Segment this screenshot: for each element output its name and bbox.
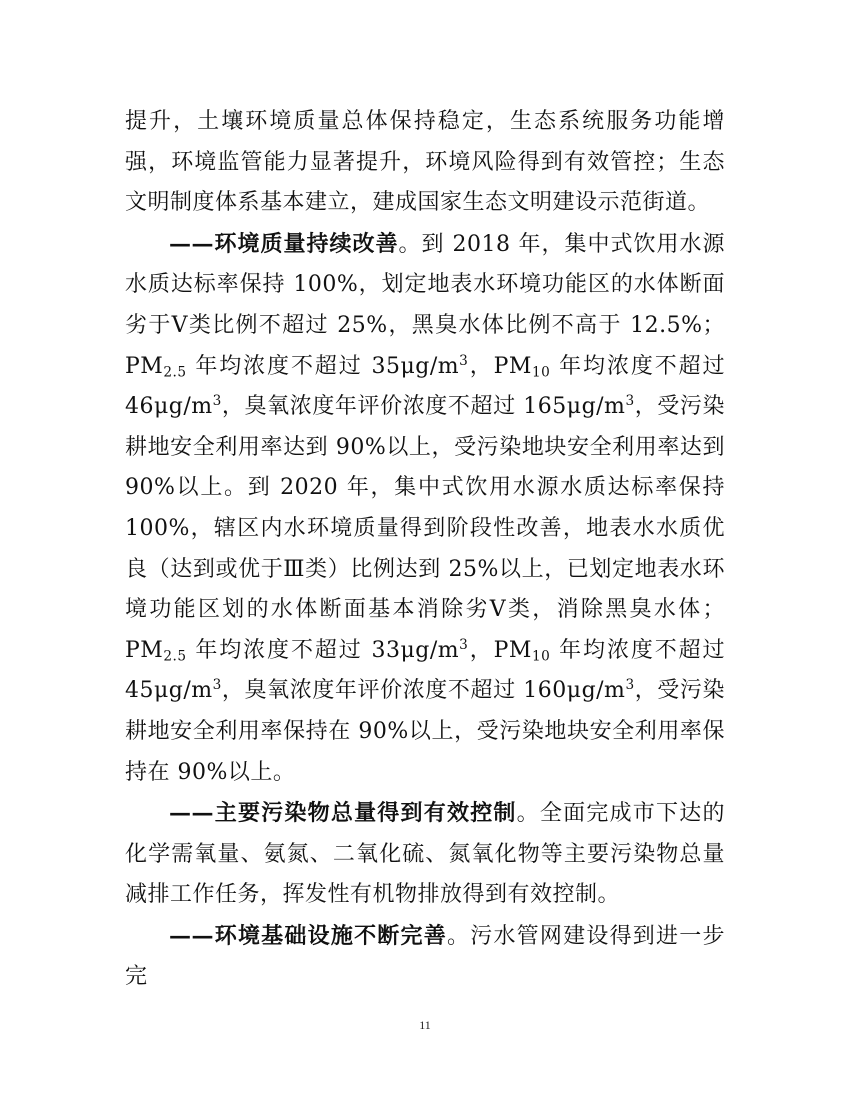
page-number: 11 [419, 1018, 431, 1032]
paragraph-pollutant-control: ——主要污染物总量得到有效控制。全面完成市下达的化学需氧量、氨氮、二氧化硫、氮氧化物等主要污染物总量减排工作任务，挥发性有机物排放得到有效控制。 [125, 800, 725, 908]
section-heading-infrastructure: ——环境基础设施不断完善 [169, 922, 447, 949]
paragraph-environment-quality: ——环境质量持续改善。到 2018 年，集中式饮用水源水质达标率保持 100%，划定地表水环境功能区的水体断面劣于Ⅴ类比例不超过 25%，黑臭水体比例不高于 12.5%；$PM_{2.5}$ 年均浓度不超过 $35\mu g/m^3$，$PM_{10}$ 年均浓度不超过 $46\mu g/m^3$，臭氧浓度年评价浓度不超过 $165\mu g/m^3$，受污染耕地安全利用率达到 90%以上，受污染地块安全利用率达到 90%以上。到 2020 年，集中式饮用水源水质达标率保持 100%，辖区内水环境质量得到阶段性改善，地表水水质优良（达到或优于Ⅲ类）比例达到 25%以上，已划定地表水环境功能区划的水体断面基本消除劣Ⅴ类，消除黑臭水体；$PM_{2.5}$ 年均浓度不超过 $33\mu g/m^3$，$PM_{10}$ 年均浓度不超过 $45\mu g/m^3$，臭氧浓度年评价浓度不超过 $160\mu g/m^3$，受污染耕地安全利用率保持在 90%以上，受污染地块安全利用率保持在 90%以上。 [125, 230, 725, 785]
body-text [125, 102, 725, 998]
section-heading-pollutant-control: ——主要污染物总量得到有效控制 [169, 800, 517, 827]
paragraph-infrastructure: ——环境基础设施不断完善。污水管网建设得到进一步完 [125, 922, 725, 990]
section-heading-environment-quality: ——环境质量持续改善 [169, 230, 399, 257]
paragraph-intro-continuation: 提升，土壤环境质量总体保持稳定，生态系统服务功能增强，环境监管能力显著提升，环境风险得到有效管控；生态文明制度体系基本建立，建成国家生态文明建设示范街道。 [125, 109, 725, 216]
